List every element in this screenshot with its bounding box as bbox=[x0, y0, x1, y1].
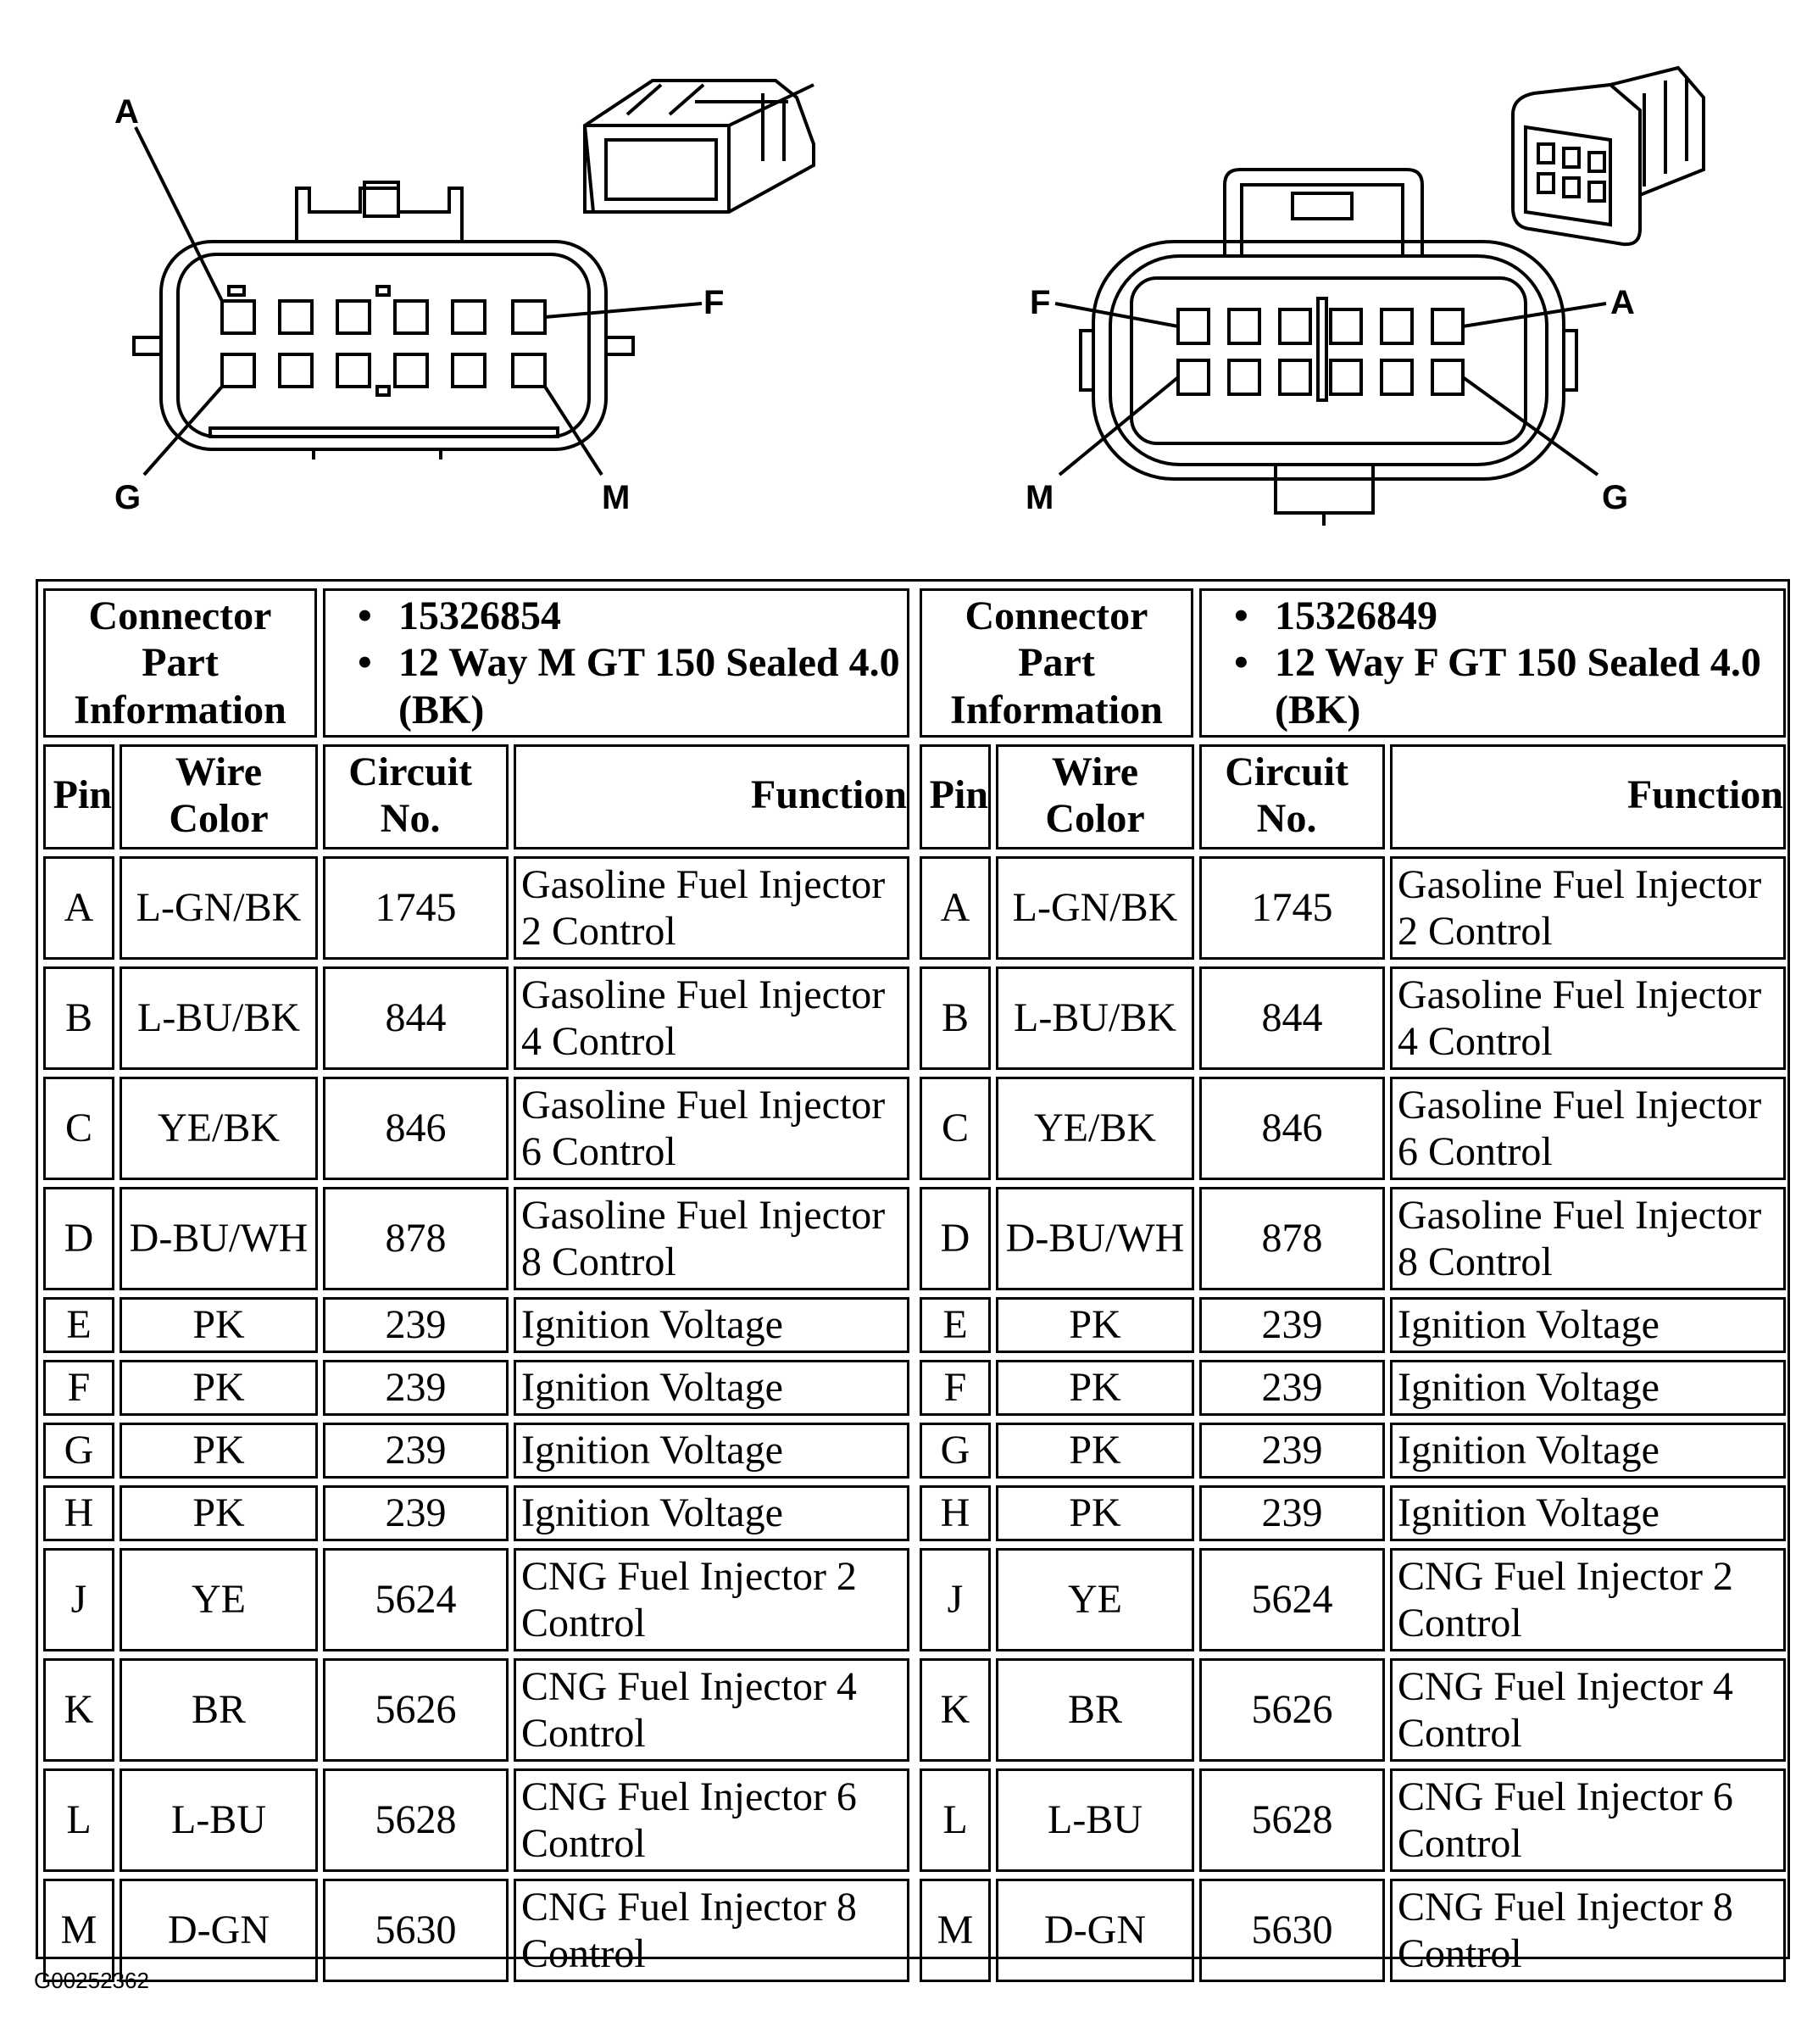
cell-function: Gasoline Fuel Injector 2 Control bbox=[1390, 856, 1786, 960]
part-info-item: • 12 Way F GT 150 Sealed 4.0 (BK) bbox=[1202, 639, 1783, 732]
cell-circuit-no: 5626 bbox=[1199, 1658, 1385, 1762]
cell-circuit-no: 878 bbox=[323, 1187, 509, 1290]
cell-circuit-no: 5624 bbox=[1199, 1548, 1385, 1651]
cell-function: Ignition Voltage bbox=[1390, 1423, 1786, 1479]
cell-circuit-no: 1745 bbox=[323, 856, 509, 960]
cell-circuit-no: 239 bbox=[1199, 1360, 1385, 1416]
right-label-g: G bbox=[1602, 479, 1629, 516]
cell-circuit-no: 1745 bbox=[1199, 856, 1385, 960]
part-info-item: • 15326854 bbox=[325, 593, 907, 639]
cell-wire-color: YE/BK bbox=[120, 1077, 318, 1180]
cell-function: Ignition Voltage bbox=[514, 1485, 909, 1541]
col-header-function: Function bbox=[514, 744, 909, 849]
cell-pin: E bbox=[920, 1297, 991, 1353]
cell-function: Ignition Voltage bbox=[1390, 1485, 1786, 1541]
cell-wire-color: D-BU/WH bbox=[120, 1187, 318, 1290]
cell-circuit-no: 239 bbox=[1199, 1297, 1385, 1353]
cell-pin: A bbox=[920, 856, 991, 960]
cell-function: CNG Fuel Injector 2 Control bbox=[514, 1548, 909, 1651]
pinout-table bbox=[36, 579, 1790, 1976]
cell-wire-color: YE bbox=[996, 1548, 1194, 1651]
figure-id: G00252362 bbox=[34, 1968, 149, 1993]
cell-pin: B bbox=[43, 966, 114, 1070]
cell-pin: L bbox=[43, 1768, 114, 1872]
part-info-item: • 12 Way M GT 150 Sealed 4.0 (BK) bbox=[325, 639, 907, 732]
cell-wire-color: L-GN/BK bbox=[996, 856, 1194, 960]
cell-wire-color: D-BU/WH bbox=[996, 1187, 1194, 1290]
connector-part-info-header: Connector Part Information bbox=[920, 588, 1193, 738]
cell-wire-color: PK bbox=[996, 1423, 1194, 1479]
cell-wire-color: BR bbox=[120, 1658, 318, 1762]
col-header-wire-color: Wire Color bbox=[120, 744, 318, 849]
cell-wire-color: D-GN bbox=[120, 1879, 318, 1982]
left-label-f: F bbox=[703, 284, 725, 321]
left-connector-face bbox=[134, 127, 702, 475]
cell-pin: H bbox=[920, 1485, 991, 1541]
col-header-wire-color: Wire Color bbox=[996, 744, 1194, 849]
cell-pin: C bbox=[920, 1077, 991, 1180]
right-label-m: M bbox=[1026, 479, 1054, 516]
col-header-pin: Pin bbox=[920, 744, 991, 849]
cell-function: Gasoline Fuel Injector 8 Control bbox=[1390, 1187, 1786, 1290]
cell-pin: G bbox=[43, 1423, 114, 1479]
cell-pin: D bbox=[43, 1187, 114, 1290]
cell-function: Gasoline Fuel Injector 4 Control bbox=[514, 966, 909, 1070]
col-header-function: Function bbox=[1390, 744, 1786, 849]
cell-wire-color: L-BU bbox=[120, 1768, 318, 1872]
cell-function: Ignition Voltage bbox=[514, 1297, 909, 1353]
cell-function: Gasoline Fuel Injector 6 Control bbox=[514, 1077, 909, 1180]
cell-wire-color: L-BU/BK bbox=[996, 966, 1194, 1070]
cell-circuit-no: 5630 bbox=[1199, 1879, 1385, 1982]
cell-wire-color: PK bbox=[996, 1297, 1194, 1353]
cell-circuit-no: 5630 bbox=[323, 1879, 509, 1982]
cell-function: CNG Fuel Injector 6 Control bbox=[1390, 1768, 1786, 1872]
cell-pin: J bbox=[43, 1548, 114, 1651]
connector-part-info bbox=[1199, 588, 1786, 738]
cell-function: CNG Fuel Injector 8 Control bbox=[1390, 1879, 1786, 1982]
cell-circuit-no: 846 bbox=[323, 1077, 509, 1180]
part-info-item: • 15326849 bbox=[1202, 593, 1783, 639]
right-label-a: A bbox=[1610, 284, 1635, 321]
cell-function: Ignition Voltage bbox=[1390, 1360, 1786, 1416]
connector-part-info bbox=[323, 588, 909, 738]
cell-pin: H bbox=[43, 1485, 114, 1541]
cell-wire-color: PK bbox=[996, 1485, 1194, 1541]
cell-wire-color: YE bbox=[120, 1548, 318, 1651]
cell-function: Gasoline Fuel Injector 2 Control bbox=[514, 856, 909, 960]
cell-pin: L bbox=[920, 1768, 991, 1872]
cell-wire-color: L-GN/BK bbox=[120, 856, 318, 960]
connector-part-info-header: Connector Part Information bbox=[43, 588, 317, 738]
cell-wire-color: PK bbox=[120, 1423, 318, 1479]
part-info-list bbox=[1202, 593, 1783, 733]
cell-wire-color: PK bbox=[120, 1360, 318, 1416]
cell-wire-color: D-GN bbox=[996, 1879, 1194, 1982]
cell-pin: A bbox=[43, 856, 114, 960]
cell-pin: E bbox=[43, 1297, 114, 1353]
left-connector-3d bbox=[585, 81, 814, 212]
left-label-a: A bbox=[114, 93, 139, 131]
cell-function: CNG Fuel Injector 2 Control bbox=[1390, 1548, 1786, 1651]
cell-function: CNG Fuel Injector 4 Control bbox=[514, 1658, 909, 1762]
cell-circuit-no: 239 bbox=[323, 1360, 509, 1416]
cell-circuit-no: 844 bbox=[1199, 966, 1385, 1070]
cell-circuit-no: 844 bbox=[323, 966, 509, 1070]
cell-pin: K bbox=[920, 1658, 991, 1762]
cell-circuit-no: 5628 bbox=[1199, 1768, 1385, 1872]
cell-function: Gasoline Fuel Injector 8 Control bbox=[514, 1187, 909, 1290]
cell-wire-color: L-BU/BK bbox=[120, 966, 318, 1070]
cell-function: CNG Fuel Injector 6 Control bbox=[514, 1768, 909, 1872]
col-header-circuit-no: Circuit No. bbox=[323, 744, 509, 849]
cell-circuit-no: 878 bbox=[1199, 1187, 1385, 1290]
right-connector-3d bbox=[1513, 68, 1704, 244]
cell-wire-color: YE/BK bbox=[996, 1077, 1194, 1180]
cell-pin: M bbox=[43, 1879, 114, 1982]
cell-circuit-no: 239 bbox=[323, 1423, 509, 1479]
cell-circuit-no: 5626 bbox=[323, 1658, 509, 1762]
cell-pin: K bbox=[43, 1658, 114, 1762]
cell-function: Gasoline Fuel Injector 6 Control bbox=[1390, 1077, 1786, 1180]
cell-circuit-no: 239 bbox=[323, 1297, 509, 1353]
cell-pin: G bbox=[920, 1423, 991, 1479]
right-connector-table bbox=[920, 588, 1786, 1976]
right-label-f: F bbox=[1030, 284, 1051, 321]
cell-wire-color: BR bbox=[996, 1658, 1194, 1762]
cell-function: CNG Fuel Injector 8 Control bbox=[514, 1879, 909, 1982]
cell-circuit-no: 239 bbox=[1199, 1485, 1385, 1541]
cell-wire-color: PK bbox=[120, 1297, 318, 1353]
cell-circuit-no: 5624 bbox=[323, 1548, 509, 1651]
right-connector-face bbox=[1055, 170, 1606, 526]
left-connector-table bbox=[43, 588, 909, 1976]
connector-diagrams bbox=[0, 0, 1818, 576]
part-info-list bbox=[325, 593, 907, 733]
cell-function: Gasoline Fuel Injector 4 Control bbox=[1390, 966, 1786, 1070]
col-header-circuit-no: Circuit No. bbox=[1199, 744, 1385, 849]
cell-function: Ignition Voltage bbox=[1390, 1297, 1786, 1353]
connector-drawings bbox=[0, 0, 1818, 576]
cell-function: CNG Fuel Injector 4 Control bbox=[1390, 1658, 1786, 1762]
cell-pin: J bbox=[920, 1548, 991, 1651]
cell-pin: F bbox=[43, 1360, 114, 1416]
left-label-m: M bbox=[602, 479, 631, 516]
cell-pin: F bbox=[920, 1360, 991, 1416]
cell-pin: M bbox=[920, 1879, 991, 1982]
left-label-g: G bbox=[114, 479, 142, 516]
cell-wire-color: L-BU bbox=[996, 1768, 1194, 1872]
cell-circuit-no: 239 bbox=[1199, 1423, 1385, 1479]
cell-circuit-no: 846 bbox=[1199, 1077, 1385, 1180]
cell-circuit-no: 5628 bbox=[323, 1768, 509, 1872]
col-header-pin: Pin bbox=[43, 744, 114, 849]
cell-circuit-no: 239 bbox=[323, 1485, 509, 1541]
cell-function: Ignition Voltage bbox=[514, 1423, 909, 1479]
cell-pin: C bbox=[43, 1077, 114, 1180]
cell-wire-color: PK bbox=[120, 1485, 318, 1541]
cell-pin: B bbox=[920, 966, 991, 1070]
cell-function: Ignition Voltage bbox=[514, 1360, 909, 1416]
cell-wire-color: PK bbox=[996, 1360, 1194, 1416]
cell-pin: D bbox=[920, 1187, 991, 1290]
